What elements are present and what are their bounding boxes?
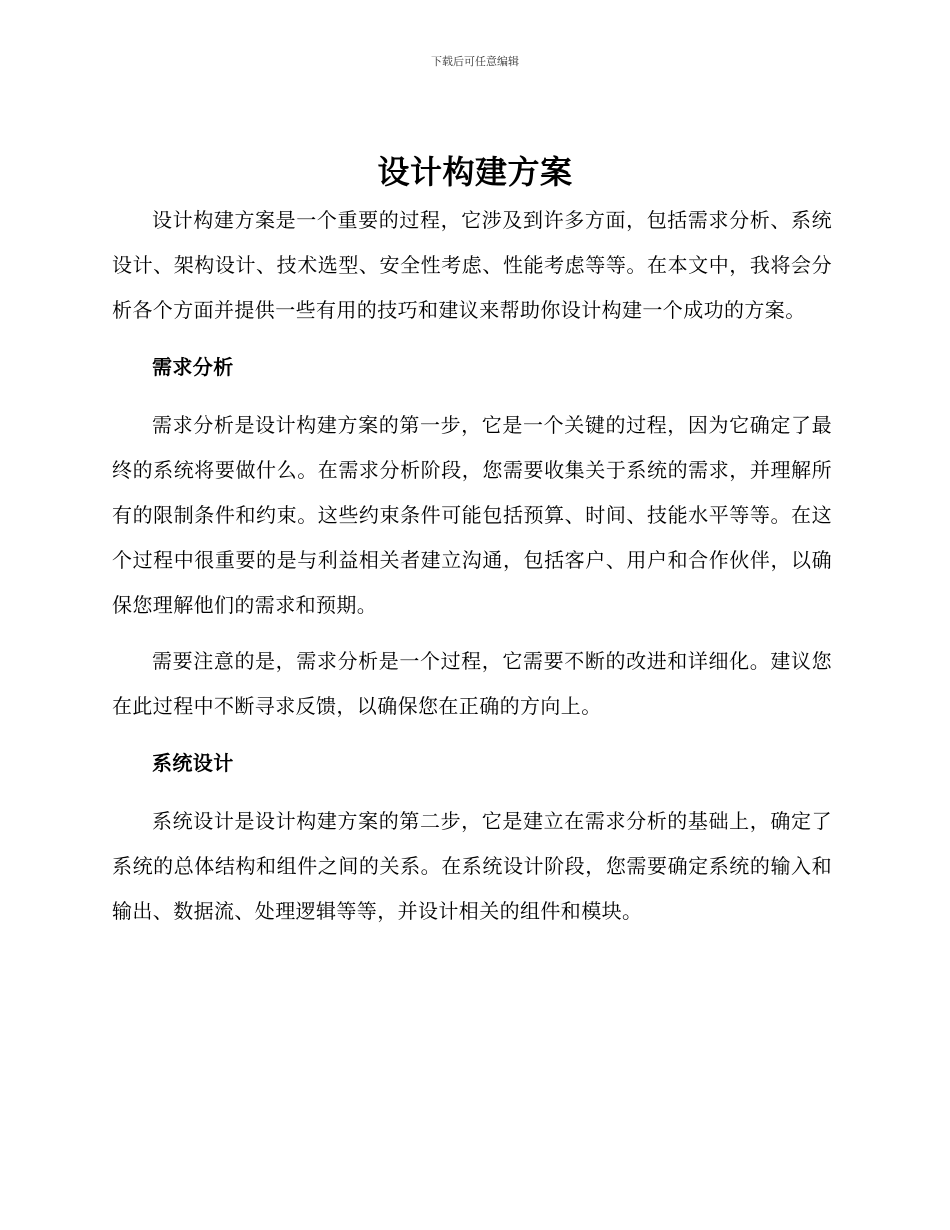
document-body xyxy=(112,198,832,934)
requirements-paragraph-2: 需要注意的是，需求分析是一个过程，它需要不断的改进和详细化。建议您在此过程中不断寻求反馈，以确保您在正确的方向上。 xyxy=(112,649,832,718)
requirements-paragraph-1: 需求分析是设计构建方案的第一步，它是一个关键的过程，因为它确定了最终的系统将要做什么。在需求分析阶段，您需要收集关于系统的需求，并理解所有的限制条件和约束。这些约束条件可能包括预算、时间、技能水平等等。在这个过程中很重要的是与利益相关者建立沟通，包括客户、用户和合作伙伴，以确保您理解他们的需求和预期。 xyxy=(112,413,832,617)
system-design-paragraph-1: 系统设计是设计构建方案的第二步，它是建立在需求分析的基础上，确定了系统的总体结构和组件之间的关系。在系统设计阶段，您需要确定系统的输入和输出、数据流、处理逻辑等等，并设计相关的组件和模块。 xyxy=(112,809,832,923)
section-heading-requirements: 需求分析 xyxy=(152,355,234,379)
intro-paragraph: 设计构建方案是一个重要的过程，它涉及到许多方面，包括需求分析、系统设计、架构设计、技术选型、安全性考虑、性能考虑等等。在本文中，我将会分析各个方面并提供一些有用的技巧和建议来帮助你设计构建一个成功的方案。 xyxy=(112,208,832,322)
section-heading-system-design: 系统设计 xyxy=(152,751,234,775)
document-title: 设计构建方案 xyxy=(377,153,573,191)
header-note: 下载后可任意编辑 xyxy=(431,55,519,68)
